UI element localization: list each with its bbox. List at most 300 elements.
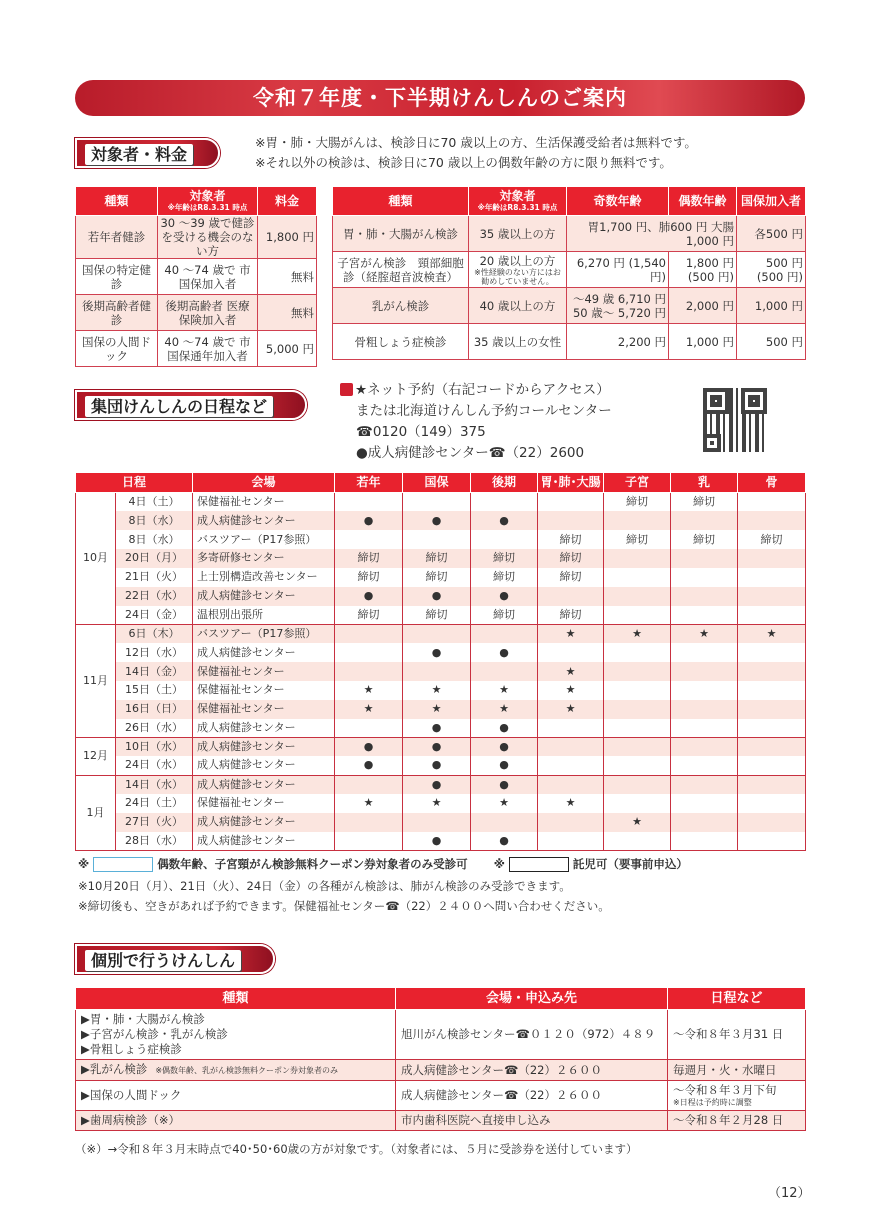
schedule-row <box>76 813 806 832</box>
status-cell <box>538 511 604 530</box>
status-cell: 締切 <box>471 549 538 568</box>
cell: 40 ～74 歳で 市国保通年加入者 <box>158 331 258 367</box>
status-cell <box>604 832 671 851</box>
status-cell: ★ <box>604 624 671 643</box>
status-cell: 締切 <box>471 606 538 625</box>
venue: 保健福祉センター <box>193 493 335 512</box>
status-cell: ★ <box>335 700 403 719</box>
venue: 保健福祉センター <box>193 794 335 813</box>
status-cell: ★ <box>538 624 604 643</box>
status-cell: ● <box>471 643 538 662</box>
page-number: （12） <box>768 1186 811 1201</box>
schedule: ～令和８年３月下旬 ※日程は予約時に調整 <box>668 1081 806 1111</box>
date: 6日（木） <box>116 624 193 643</box>
date: 14日（金） <box>116 662 193 681</box>
exam-type <box>76 1060 396 1081</box>
schedule-row <box>76 662 806 681</box>
section-header-fees: 対象者・料金 <box>75 138 220 168</box>
status-cell <box>335 624 403 643</box>
status-cell <box>671 775 738 794</box>
date: 8日（水） <box>116 511 193 530</box>
status-cell <box>604 568 671 587</box>
status-cell <box>671 662 738 681</box>
status-cell: ● <box>335 511 403 530</box>
status-cell <box>604 587 671 606</box>
status-cell <box>671 832 738 851</box>
date: 22日（水） <box>116 587 193 606</box>
table-row <box>333 252 806 288</box>
column-header: 対象者 ※年齢はR8.3.31 時点 <box>158 187 258 216</box>
status-cell: ● <box>335 756 403 775</box>
status-cell: ★ <box>738 624 806 643</box>
header-row <box>76 473 806 493</box>
status-cell: ● <box>335 587 403 606</box>
fee-kokuho: 500 円 <box>737 324 806 360</box>
column-header: 種類 <box>76 988 396 1010</box>
status-cell <box>538 493 604 512</box>
date: 28日（水） <box>116 832 193 851</box>
page-title: 令和７年度・下半期けんしんのご案内 <box>75 80 805 116</box>
status-cell <box>671 587 738 606</box>
status-cell: ● <box>403 511 471 530</box>
note: ※それ以外の検診は、検診日に70 歳以上の偶数年齢の方に限り無料です。 <box>255 155 672 170</box>
status-cell: 締切 <box>335 549 403 568</box>
schedule-table <box>75 472 806 851</box>
status-cell <box>671 643 738 662</box>
cell: 1,800 円 <box>258 216 317 259</box>
status-cell: 締切 <box>671 493 738 512</box>
status-cell: ● <box>471 719 538 738</box>
exam-type <box>76 1111 396 1131</box>
table-row <box>76 1060 806 1081</box>
status-cell: ● <box>471 511 538 530</box>
status-cell <box>471 813 538 832</box>
month-label: 1月 <box>76 775 116 850</box>
status-cell: ★ <box>604 813 671 832</box>
status-cell: ● <box>403 719 471 738</box>
date: 24日（水） <box>116 756 193 775</box>
target: 40 歳以上の方 <box>469 288 567 324</box>
status-cell: ★ <box>538 794 604 813</box>
date: 4日（土） <box>116 493 193 512</box>
column-header: 奇数年齢 <box>567 187 669 216</box>
status-cell <box>671 511 738 530</box>
venue: 成人病健診センター <box>193 643 335 662</box>
schedule-row <box>76 794 806 813</box>
status-cell: ● <box>403 775 471 794</box>
type-note: ※偶数年齢、乳がん検診無料クーポン券対象者のみ <box>155 1066 339 1075</box>
status-cell <box>538 832 604 851</box>
status-cell: 締切 <box>335 606 403 625</box>
status-cell: ● <box>471 737 538 756</box>
venue: 成人病健診センター <box>193 775 335 794</box>
status-cell: ● <box>403 643 471 662</box>
fee-table-left <box>75 186 317 367</box>
schedule-row <box>76 493 806 512</box>
individual-footnote: （※）→令和８年３月末時点で40･50･60歳の方が対象です。（対象者には、５月に受診券を送付しています） <box>75 1142 638 1156</box>
schedule-row <box>76 719 806 738</box>
venue: 成人病健診センター <box>193 587 335 606</box>
status-cell <box>738 587 806 606</box>
table-row <box>76 295 317 331</box>
header-row <box>76 988 806 1010</box>
web-icon <box>340 383 353 396</box>
status-cell <box>403 530 471 549</box>
status-cell: ★ <box>335 794 403 813</box>
section-header-individual: 個別で行うけんしん <box>75 944 275 974</box>
status-cell: 締切 <box>335 568 403 587</box>
status-cell: 締切 <box>538 568 604 587</box>
table-row <box>333 288 806 324</box>
status-cell <box>335 832 403 851</box>
date-note: ※日程は予約時に調整 <box>673 1098 752 1107</box>
status-cell <box>538 813 604 832</box>
column-header: 若年 <box>335 473 403 493</box>
date: 21日（火） <box>116 568 193 587</box>
status-cell <box>604 719 671 738</box>
venue: 成人病健診センター <box>193 756 335 775</box>
status-cell <box>738 511 806 530</box>
status-cell <box>738 794 806 813</box>
status-cell <box>604 606 671 625</box>
table-row <box>333 324 806 360</box>
status-cell <box>671 756 738 775</box>
status-cell: ★ <box>538 681 604 700</box>
date: 26日（水） <box>116 719 193 738</box>
status-cell <box>738 606 806 625</box>
status-cell <box>738 775 806 794</box>
status-cell: ★ <box>671 624 738 643</box>
status-cell <box>738 700 806 719</box>
month-label: 11月 <box>76 624 116 737</box>
status-cell <box>538 756 604 775</box>
status-cell <box>671 568 738 587</box>
date: 14日（水） <box>116 775 193 794</box>
status-cell <box>538 587 604 606</box>
status-cell <box>538 737 604 756</box>
status-cell <box>604 549 671 568</box>
status-cell: 締切 <box>403 568 471 587</box>
status-cell <box>604 737 671 756</box>
target: 20 歳以上の方 ※性経験のない方にはお勧めしていません。 <box>469 252 567 288</box>
status-cell <box>403 493 471 512</box>
fee-even: 2,000 円 <box>669 288 737 324</box>
status-cell <box>738 643 806 662</box>
status-cell: ★ <box>471 700 538 719</box>
schedule-legend: ※ 偶数年齢、子宮頸がん検診無料クーポン券対象者のみ受診可 ※ 託児可（要事前申込） <box>78 857 688 871</box>
date: 27日（火） <box>116 813 193 832</box>
cell: 国保の特定健診 <box>76 259 158 295</box>
exam-item: ▶乳がん検診 ※偶数年齢、乳がん検診無料クーポン券対象者のみ <box>81 1062 339 1076</box>
cell: 40 ～74 歳で 市国保加入者 <box>158 259 258 295</box>
fee-notes <box>255 133 697 173</box>
status-cell: ★ <box>538 700 604 719</box>
status-cell: 締切 <box>538 549 604 568</box>
net-reservation: ★ネット予約（右記コードからアクセス） <box>340 380 612 401</box>
status-cell <box>335 775 403 794</box>
cell: 5,000 円 <box>258 331 317 367</box>
status-cell: 締切 <box>538 530 604 549</box>
venue: 上士別構造改善センター <box>193 568 335 587</box>
column-header: 乳 <box>671 473 738 493</box>
schedule-row <box>76 737 806 756</box>
cell: 無料 <box>258 295 317 331</box>
exam-type: 乳がん検診 <box>333 288 469 324</box>
venue: 保健福祉センター <box>193 700 335 719</box>
venue: バスツアー（P17参照） <box>193 530 335 549</box>
status-cell <box>671 737 738 756</box>
table-row <box>76 331 317 367</box>
age-note: ※年齢はR8.3.31 時点 <box>167 203 248 212</box>
status-cell <box>403 813 471 832</box>
target: 35 歳以上の方 <box>469 216 567 252</box>
status-cell <box>538 719 604 738</box>
schedule-row <box>76 775 806 794</box>
status-cell <box>738 813 806 832</box>
table-row <box>76 259 317 295</box>
cell: 後期高齢者健診 <box>76 295 158 331</box>
status-cell: ● <box>471 775 538 794</box>
status-cell <box>471 493 538 512</box>
qr-code[interactable] <box>703 388 767 452</box>
column-header: 会場 <box>193 473 335 493</box>
status-cell <box>604 756 671 775</box>
status-cell: ● <box>403 587 471 606</box>
schedule-row <box>76 832 806 851</box>
schedule: ～令和８年２月28 日 <box>668 1111 806 1131</box>
cell: 国保の人間ドック <box>76 331 158 367</box>
status-cell <box>738 719 806 738</box>
cell: 若年者健診 <box>76 216 158 259</box>
individual-table <box>75 987 806 1131</box>
cell: 30 ～39 歳で健診を受ける機会のない方 <box>158 216 258 259</box>
note: ※締切後も、空きがあれば予約できます。保健福祉センター☎（22）２４００へ問い合わせください。 <box>78 899 610 913</box>
table-row <box>76 1010 806 1060</box>
childcare-box-legend <box>509 857 569 872</box>
center-phone: ●成人病健診センター☎（22）2600 <box>356 445 585 461</box>
schedule-row <box>76 549 806 568</box>
status-cell: 締切 <box>538 606 604 625</box>
exam-item: ▶国保の人間ドック <box>81 1088 182 1102</box>
status-cell <box>738 493 806 512</box>
status-cell: ★ <box>335 681 403 700</box>
cell: 無料 <box>258 259 317 295</box>
status-cell <box>604 681 671 700</box>
column-header: 会場・申込み先 <box>396 988 668 1010</box>
venue: 成人病健診センター <box>193 813 335 832</box>
schedule-row <box>76 511 806 530</box>
status-cell <box>538 775 604 794</box>
status-cell: ● <box>471 756 538 775</box>
status-cell <box>335 530 403 549</box>
note: ※10月20日（月）、21日（火）、24日（金）の各種がん検診は、肺がん検診のみ受診できます。 <box>78 879 571 893</box>
date: 16日（日） <box>116 700 193 719</box>
status-cell <box>738 568 806 587</box>
status-cell <box>671 719 738 738</box>
status-cell <box>335 662 403 681</box>
status-cell: ● <box>403 737 471 756</box>
status-cell <box>335 813 403 832</box>
status-cell <box>604 794 671 813</box>
status-cell: 締切 <box>403 549 471 568</box>
target: 35 歳以上の女性 <box>469 324 567 360</box>
column-header: 種類 <box>76 187 158 216</box>
status-cell <box>671 606 738 625</box>
column-header: 胃･肺･大腸 <box>538 473 604 493</box>
column-header: 日程 <box>76 473 193 493</box>
age-note: ※年齢はR8.3.31 時点 <box>477 203 558 212</box>
exam-item: ▶骨粗しょう症検診 <box>81 1042 182 1056</box>
fee-kokuho: 各500 円 <box>737 216 806 252</box>
status-cell <box>403 624 471 643</box>
date: 12日（水） <box>116 643 193 662</box>
status-cell: ● <box>403 832 471 851</box>
status-cell <box>471 624 538 643</box>
status-cell: ★ <box>471 794 538 813</box>
date: 10日（水） <box>116 737 193 756</box>
status-cell <box>671 549 738 568</box>
venue: 成人病健診センター <box>193 737 335 756</box>
venue-contact: 旭川がん検診センター☎０１２０（972）４８９ <box>396 1010 668 1060</box>
status-cell: ★ <box>403 700 471 719</box>
venue-contact: 成人病健診センター☎（22）２６００ <box>396 1060 668 1081</box>
exam-type: 子宮がん検診 頸部細胞診（経腟超音波検査） <box>333 252 469 288</box>
column-header: 料金 <box>258 187 317 216</box>
status-cell: 締切 <box>604 493 671 512</box>
schedule-row <box>76 643 806 662</box>
status-cell: 締切 <box>671 530 738 549</box>
status-cell <box>403 662 471 681</box>
column-header: 国保 <box>403 473 471 493</box>
fee-even: 1,800 円 (500 円) <box>669 252 737 288</box>
schedule-row <box>76 530 806 549</box>
fee-kokuho: 500 円 (500 円) <box>737 252 806 288</box>
status-cell: 締切 <box>471 568 538 587</box>
status-cell: ★ <box>471 681 538 700</box>
reservation-info <box>340 380 612 464</box>
status-cell <box>738 756 806 775</box>
coupon-box-legend <box>93 857 153 872</box>
status-cell <box>604 643 671 662</box>
month-label: 10月 <box>76 493 116 625</box>
venue: 成人病健診センター <box>193 511 335 530</box>
column-header: 種類 <box>333 187 469 216</box>
status-cell <box>604 662 671 681</box>
status-cell <box>335 643 403 662</box>
status-cell: ● <box>471 587 538 606</box>
table-row <box>76 216 317 259</box>
venue: 成人病健診センター <box>193 832 335 851</box>
venue: 温根別出張所 <box>193 606 335 625</box>
status-cell: 締切 <box>604 530 671 549</box>
table-row <box>76 1081 806 1111</box>
date: 8日（水） <box>116 530 193 549</box>
status-cell <box>604 700 671 719</box>
status-cell: ★ <box>403 794 471 813</box>
date: 20日（月） <box>116 549 193 568</box>
status-cell <box>335 719 403 738</box>
exam-item: ▶胃・肺・大腸がん検診 <box>81 1012 205 1026</box>
column-header: 偶数年齢 <box>669 187 737 216</box>
fee-odd: 6,270 円 (1,540 円) <box>567 252 669 288</box>
status-cell <box>671 794 738 813</box>
schedule-row <box>76 681 806 700</box>
status-cell: ● <box>403 756 471 775</box>
schedule: ～令和８年３月31 日 <box>668 1010 806 1060</box>
status-cell: ● <box>335 737 403 756</box>
call-center: または北海道けんしん予約コールセンター <box>356 403 612 419</box>
header-row <box>76 187 317 216</box>
exam-item: ▶歯周病検診（※） <box>81 1113 180 1127</box>
venue: 多寄研修センター <box>193 549 335 568</box>
venue: 保健福祉センター <box>193 662 335 681</box>
exam-type <box>76 1081 396 1111</box>
status-cell <box>738 832 806 851</box>
status-cell: 締切 <box>403 606 471 625</box>
fee-odd-even: 胃1,700 円、肺600 円 大腸1,000 円 <box>567 216 737 252</box>
status-cell: ★ <box>403 681 471 700</box>
status-cell <box>738 662 806 681</box>
status-cell <box>604 511 671 530</box>
fee-odd: ～49 歳 6,710 円 50 歳～ 5,720 円 <box>567 288 669 324</box>
schedule-row <box>76 756 806 775</box>
column-header: 対象者 ※年齢はR8.3.31 時点 <box>469 187 567 216</box>
status-cell <box>471 530 538 549</box>
status-cell <box>738 549 806 568</box>
venue-contact: 成人病健診センター☎（22）２６００ <box>396 1081 668 1111</box>
status-cell <box>738 737 806 756</box>
status-cell: ★ <box>538 662 604 681</box>
fee-table-right <box>332 186 806 360</box>
fee-even: 1,000 円 <box>669 324 737 360</box>
month-label: 12月 <box>76 737 116 775</box>
schedule-row <box>76 568 806 587</box>
table-row <box>333 216 806 252</box>
column-header: 日程など <box>668 988 806 1010</box>
venue: 保健福祉センター <box>193 681 335 700</box>
status-cell <box>671 700 738 719</box>
status-cell: ● <box>471 832 538 851</box>
schedule-notes <box>78 876 610 916</box>
exam-item: ▶子宮がん検診・乳がん検診 <box>81 1027 228 1041</box>
target-note: ※性経験のない方にはお勧めしていません。 <box>474 267 561 286</box>
exam-type: 胃・肺・大腸がん検診 <box>333 216 469 252</box>
call-center-phone: ☎0120（149）375 <box>356 424 486 440</box>
status-cell <box>335 493 403 512</box>
schedule-row <box>76 587 806 606</box>
venue-contact: 市内歯科医院へ直接申し込み <box>396 1111 668 1131</box>
schedule-row <box>76 606 806 625</box>
header-row <box>333 187 806 216</box>
column-header: 後期 <box>471 473 538 493</box>
column-header: 骨 <box>738 473 806 493</box>
fee-odd: 2,200 円 <box>567 324 669 360</box>
status-cell <box>671 681 738 700</box>
table-row <box>76 1111 806 1131</box>
section-header-group: 集団けんしんの日程など <box>75 390 307 420</box>
cell: 後期高齢者 医療保険加入者 <box>158 295 258 331</box>
venue: 成人病健診センター <box>193 719 335 738</box>
date: 24日（土） <box>116 794 193 813</box>
venue: バスツアー（P17参照） <box>193 624 335 643</box>
schedule: 毎週月・火・水曜日 <box>668 1060 806 1081</box>
exam-type <box>76 1010 396 1060</box>
status-cell <box>471 662 538 681</box>
exam-type: 骨粗しょう症検診 <box>333 324 469 360</box>
status-cell: 締切 <box>738 530 806 549</box>
status-cell <box>738 681 806 700</box>
status-cell <box>538 643 604 662</box>
